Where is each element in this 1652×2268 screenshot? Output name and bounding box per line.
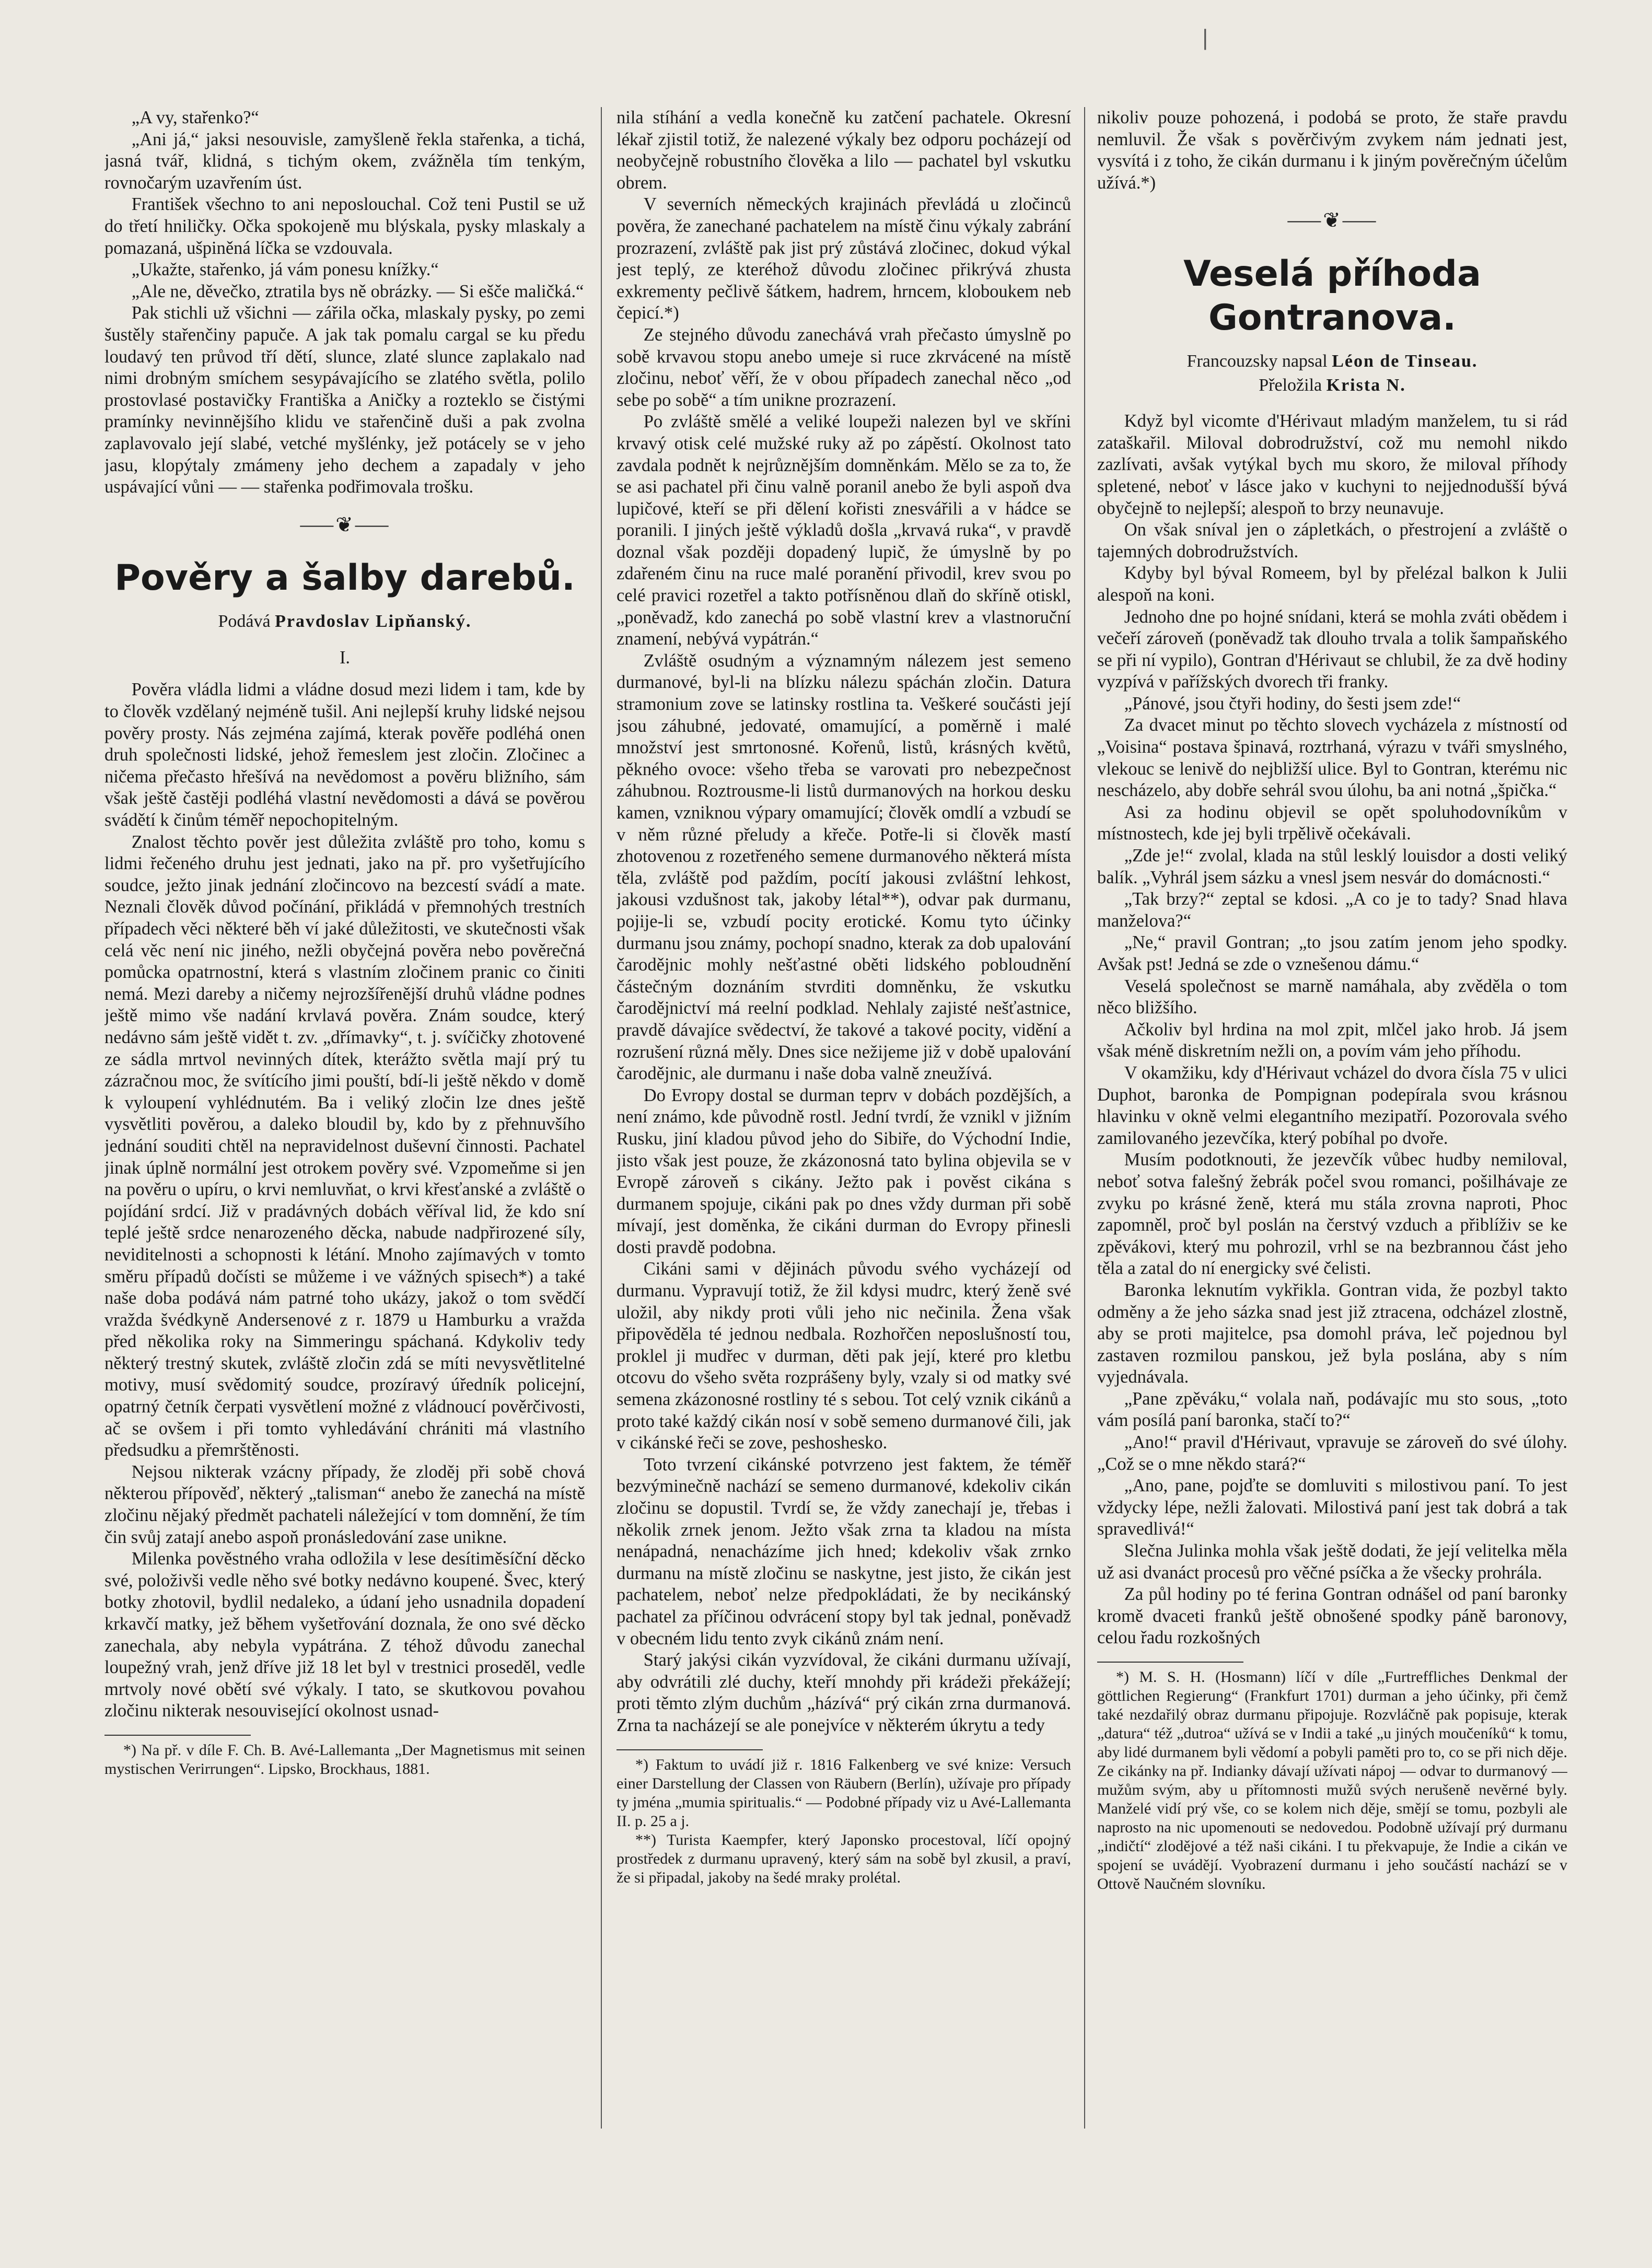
- footnote: *) Faktum to uvádí již r. 1816 Falkenberg ve své knize: Versuch einer Darstellung der Classen von Räubern (Berlín), užívaje pro případy ty jména „mumia spiritualis.“ — Podobné případy viz u Avé-Lallemanta II. p. 25 a j.: [616, 1756, 1071, 1830]
- story-paragraph: Ačkoliv byl hrdina na mol zpit, mlčel jako hrob. Já jsem však méně diskretním nežli on, a povím vám jeho příhodu.: [1097, 1019, 1567, 1061]
- byline-author: Pravdoslav Lipňanský.: [275, 612, 472, 632]
- translator-byline: [1097, 375, 1567, 396]
- ornament-divider: ⸺❦⸺: [1286, 208, 1378, 232]
- story-paragraph: „A vy, stařenko?“: [131, 108, 259, 127]
- byline-prefix: Podává: [218, 612, 271, 632]
- translator-prefix: Přeložila: [1259, 375, 1322, 395]
- article-byline: [104, 611, 585, 633]
- footnote-rule: [1097, 1662, 1243, 1663]
- story-paragraph: Za půl hodiny po té ferina Gontran odnášel od paní baronky kromě dvaceti franků ještě obnošené spodky páně baronovy, celou řadu rozkošných: [1097, 1584, 1567, 1648]
- column-rule: [1084, 107, 1085, 2129]
- story-paragraph: Veselá společnost se marně namáhala, aby zvěděla o tom něco bližšího.: [1097, 976, 1567, 1018]
- article-byline: [1097, 350, 1567, 372]
- footnote-rule: [616, 1749, 763, 1750]
- article-title: Veselá příhoda Gontranova.: [1183, 253, 1481, 338]
- article-paragraph: Do Evropy dostal se durman teprv v dobách pozdějších, a není známo, kde původně rostl. Jední tvrdí, že vznikl v jižním Rusku, jiní kladou původ jeho do Sibiře, do Východní Indie, jisto však jest pouze, že zkázonosná tato bylina objevila se v Evropě zároveň s cikány. Ježto pak i pověst cikána s durmanem spojuje, cikáni pak po dnes vždy durman při sobě mívají, jest doměnka, že cikáni durman do Evropy přinesli dosti pravdě podobna.: [616, 1085, 1071, 1257]
- byline-prefix: Francouzsky napsal: [1186, 351, 1328, 371]
- ornament-divider: ⸺❦⸺: [299, 512, 391, 536]
- story-paragraph: Když byl vicomte d'Hérivaut mladým manželem, tu si rád zataškařil. Miloval dobrodružství, což mu nemohl nikdo zazlívati, avšak vytýkal bych mu skoro, že miloval příhody spletené, neboť v lásce jako v kuchyni to nejjednodušší bývá obyčejně to nejlepší; alespoň to brzy neunavuje.: [1097, 411, 1567, 518]
- margin-mark: |: [1202, 26, 1209, 50]
- footnote: *) Na př. v díle F. Ch. B. Avé-Lallemanta „Der Magnetismus mit seinen mystischen Verirrungen“. Lipsko, Brockhaus, 1881.: [104, 1741, 585, 1778]
- story-paragraph: „Tak brzy?“ zeptal se kdosi. „A co je to tady? Snad hlava manželova?“: [1097, 889, 1567, 931]
- column-2: [616, 107, 1071, 2129]
- story-paragraph: „Ale ne, děvečko, ztratila bys ně obrázky. — Si ešče maličká.“: [131, 281, 584, 301]
- article-paragraph: Zvláště osudným a významným nálezem jest semeno durmanové, byl-li na blízku nálezu spáchán zločin. Datura stramonium zove se latinsky rostlina ta. Veškeré součásti její jsou záhubné, jedovaté, omamující, a poměrně i malé množství jest smrtonosné. Kořenů, listů, krásných květů, pěkného ovoce: všeho třeba se varovati pro nebezpečnost záhubnou. Roztrousme-li listů durmanových na horkou desku kamen, vzniknou výpary omamující; člověk omdlí a vzbudí se v něm různé přeludy a křeče. Potře-li si člověk mastí zhotovenou z rozetřeného semene durmanového některá místa těla, zvláště pod paždím, pocítí jakousi zvláštní lehkost, jakousi vzdušnost tak, jakoby létal**), odvar pak durmanu, pojije-li se, vzbudí pocity erotické. Komu tyto účinky durmanu jsou známy, pochopí snadno, kterak za dob upalování čarodějnic mohly nešťastné oběti lidského pobloudnění částečným doznáním stvrditi domněnku, že vskutku čarodějnictví má reelní podklad. Nehlaly zajisté nešťastnice, pravdě dávajíce svědectví, že takové a takové pocity, vidění a rozrušení různá měly. Dnes sice nežijeme již v době upalování čarodějnic, ale durmanu i naše doba valně zneužívá.: [616, 650, 1071, 1084]
- story-paragraph: Jednoho dne po hojné snídani, která se mohla zváti obědem i večeří zároveň (poněvadž tak dlouho trvala a tolik šampaňského se při ní vypilo), Gontran d'Hérivaut se chlubil, že za dvě hodiny vyzpívá v pařížských dvorech tři franky.: [1097, 606, 1567, 692]
- byline-author: Léon de Tinseau.: [1332, 351, 1478, 371]
- story-paragraph: „Ani já,“ jaksi nesouvisle, zamyšleně řekla stařenka, a tichá, jasná tvář, klidná, s tichým okem, zvážněla tím tenkým, rovnočarým uzavřením úst.: [104, 129, 585, 193]
- article-paragraph: Znalost těchto pověr jest důležita zvláště pro toho, komu s lidmi řečeného druhu jest jednati, jako na př. pro vyšetřujícího soudce, ježto jinak jednání zločincovo na bezcestí svádí a mate. Neznali člověk důvod počínání, přikládá v přemnohých trestních případech věci některé běh ví jaké důležitosti, ve skutečnosti však celá věc není nic jiného, nežli obyčejná pověra nebo pověrečná pomůcka opatrnostní, která s vlastním zločinem pranic co činiti nemá. Mezi dareby a ničemy nejrozšířenější druhů vládne podnes ještě mimo vše nadání krvlavá pověra. Znám soudce, který nedávno sám ještě vidět t. zv. „dřímavky“, t. j. svíčičky zhotovené ze sádla mrtvol nevinných dítek, kterážto světla mají prý tu zázračnou moc, že svítícího jimi pouští, bdí-li ještě někdo v domě k vyloupení vyhlédnutém. Ba i veliký zločin lze dnes ještě vysvětliti pověrou, a daleko bloudil by, kdo by z přehnuvšího jednání souditi chtěl na nepravidelnost duševní činnosti. Pachatel jinak úplně normální jest otrokem pověry své. Vzpomeňme si jen na pověru o upíru, o krvi nemluvňat, o krvi křesťanské a zvláště o pojídání srdcí. Již v pradávných dobách věříval lid, že kdo sní teplé ještě srdce nenarozeného děcka, nabude nadpřirozené síly, neviditelnosti a schopnosti k létání. Mnoho zajímavých v tomto směru případů dočísti se můžeme i ve vážných spisech*) a také naše doba podává nám patrné toho ukázy, jakož o tom svědčí vražda švédkyně Andersenové z r. 1879 u Hamburku a vražda před několika roky na Simmeringu spáchaná. Kdykoliv tedy některý trestný skutek, zvláště zločin zdá se míti nevysvětlitelné motivy, musí svědomitý soudce, prozíravý úředník policejní, opatrný četník čerpati vysvětlení možné z vládnoucí pověrčivosti, ač se ovšem i při tomto vyhledávání chrániti má vlastního předsudku a přemrštěnosti.: [104, 832, 585, 1460]
- story-paragraph: V okamžiku, kdy d'Hérivaut vcházel do dvora čísla 75 v ulici Duphot, baronka de Pompignan podepírala svou krásnou hlavinku v okně velmi elegantního mezipatří. Pozorovala svého zamilovaného jezevčíka, který pobíhal po dvoře.: [1097, 1062, 1567, 1148]
- footnote: **) Turista Kaempfer, který Japonsko procestoval, líčí opojný prostředek z durmanu upravený, který sám na sobě byl zkusil, a praví, že si připadal, jakoby na šedé mraky prolétal.: [616, 1831, 1071, 1886]
- story-paragraph: František všechno to ani neposlouchal. Což teni Pustil se už do třetí hniličky. Očka spokojeně mu blýskala, pysky mlaskaly a pomazaná, ušpiněná líčka se vzdouvala.: [104, 194, 585, 258]
- footnote-rule: [104, 1735, 251, 1736]
- story-paragraph: On však sníval jen o zápletkách, o přestrojení a zvláště o tajemných dobrodružstvích.: [1097, 520, 1567, 562]
- article-paragraph: Ze stejného důvodu zanechává vrah přečasto úmyslně po sobě krvavou stopu anebo umeje si ruce zkrvácené na místě zločinu, neboť věří, že v obou případech zanechal něco „od sebe po sobě“ a tím unikne prozrazení.: [616, 324, 1071, 410]
- article-paragraph: Cikáni sami v dějinách původu svého vycházejí od durmanu. Vypravují totiž, že žil kdysi mudrc, který ženě své uložil, aby nikdy proti vůli jeho nic nečinila. Žena však připověděla té jednou nedbala. Rozhořčen neposlušností tou, proklel ji mudřec v durman, děti pak její, které pro kletbu otcovu do všeho světa rozprášeny byly, vzaly si od matky své semena zkázonosné rostliny té s sebou. Tot celý vznik cikánů a proto také každý cikán nosí v sobě semeno durmanové čili, jak v cikánské řeči se zove, peshoshesko.: [616, 1259, 1071, 1453]
- story-paragraph: „Ano, pane, pojďte se domluviti s milostivou paní. To jest vždycky lépe, nežli žalovati. Milostivá paní jest tak dobrá a tak spravedlivá!“: [1097, 1476, 1567, 1539]
- story-paragraph: „Zde je!“ zvolal, klada na stůl lesklý louisdor a dosti veliký balík. „Vyhrál jsem sázku a vnesl jsem nesvár do domácnosti.“: [1097, 846, 1567, 887]
- story-paragraph: „Ukažte, stařenko, já vám ponesu knížky.“: [131, 260, 439, 280]
- story-paragraph: „Ne,“ pravil Gontran; „to jsou zatím jenom jeho spodky. Avšak pst! Jedná se zde o vznešenou dámu.“: [1097, 932, 1567, 974]
- column-3: [1097, 107, 1567, 2129]
- section-number: I.: [339, 647, 351, 668]
- story-paragraph: Za dvacet minut po těchto slovech vycházela z místností od „Voisina“ postava špinavá, roztrhaná, výrazu v tváři smyslného, vlekouc se lenivě do nejbližší ulice. Byl to Gontran, kterému nic nescházelo, aby dobře sehrál svou úlohu, ba ani notná „špička.“: [1097, 715, 1567, 801]
- translator-name: Krista N.: [1326, 375, 1406, 395]
- story-paragraph: Baronka leknutím vykřikla. Gontran vida, že pozbyl takto odměny a že jeho sázka snad jest již ztracena, odcházel zlostně, aby se proti majitelce, psa domohl práva, leč pojednou byl zastaven rozmilou panskou, jež byla poslána, aby s ním vyjednávala.: [1097, 1280, 1567, 1387]
- story-paragraph: Musím podotknouti, že jezevčík vůbec hudby nemiloval, neboť sotva falešný žebrák počel svou romanci, pošilhávaje ze zvyku po krásné ženě, která mu stála zrovna naproti, Phoc zapomněl, proč byl poslán na čerstvý vzduch a přiblíživ se ke zpěvákovi, který mu pohrozil, vrhl se na bezbrannou část jeho těla a zatal do ní energicky své čelisti.: [1097, 1150, 1567, 1279]
- story-paragraph: Pak stichli už všichni — zářila očka, mlaskaly pysky, po zemi šustěly stařenčiny papuče. A jak tak pomalu cargal se ku předu loudavý ten průvod tří dětí, slunce, zlaté slunce zaplakalo nad nimi drobným smíchem sesypávajícího se zlatého světla, polilo prostovlasé postavičky Františka a Aničky a rozteklo se čistými pramínky nevinnějšího klidu ve stařenčině duši a pak zvolna zaplavovalo její slabé, vetché myšlénky, jež potácely se v jeho jasu, klopýtaly zmámeny jeho dechem a zapadaly v jeho uspávající vůni — — stařenka podřimovala trošku.: [104, 303, 585, 497]
- story-paragraph: „Pánové, jsou čtyři hodiny, do šesti jsem zde!“: [1124, 693, 1461, 714]
- article-paragraph: nila stíhání a vedla konečně ku zatčení pachatele. Okresní lékař zjistil totiž, že nalezené výkaly bez odporu pocházejí od neobyčejně robustního člověka a lilo — pachatel byl vskutku obrem.: [616, 108, 1071, 193]
- article-paragraph: Toto tvrzení cikánské potvrzeno jest faktem, že téměř bezvýminečně nachází se semeno durmanové, kdekoliv cikán zločinu se dopustil. Tvrdí se, že vždy zanechají je, třebas i několik zrnek jenom. Ježto však zrna ta kladou na místa nenápadná, nenacházíme jich hned; kdekoliv však zrnko durmanu na místě zločinu se naskytne, jest jisto, že cikán jest pachatelem, neboť nelze předpokládati, že by necikánský pachatel za příčinou odvrácení stopy byl tak jednal, poněvadž v obecném lidu tento zvyk cikánů znám není.: [616, 1454, 1071, 1649]
- article-paragraph: Nejsou nikterak vzácny případy, že zloděj při sobě chová některou přípověď, některý „talisman“ anebo že zanechá na místě zločinu nějaký předmět pachateli náležející v tom domnění, že tím čin svůj zatají anebo aspoň pronásledování zase unikne.: [104, 1462, 585, 1547]
- story-paragraph: Kdyby byl býval Romeem, byl by přelézal balkon k Julii alespoň na koni.: [1097, 563, 1567, 605]
- story-paragraph: „Pane zpěváku,“ volala naň, podávajíc mu sto sous, „toto vám posílá paní baronka, stačí to?“: [1097, 1388, 1567, 1431]
- story-paragraph: „Ano!“ pravil d'Hérivaut, vpravuje se zároveň do své úlohy. „Což se o mne někdo stará?“: [1097, 1432, 1567, 1474]
- column-1: [104, 107, 585, 2129]
- article-paragraph: Po zvláště smělé a veliké loupeži nalezen byl ve skříni krvavý otisk celé mužské ruky až po zápěstí. Okolnost tato zavdala podnět k nejrůznějším domněnkám. Mělo se za to, že se asi pachatel při činu valně poranil anebo že byli aspoň dva lupičové, kteří se při dělení kořisti znesvářili a v hádce se poranili. I jiných ještě výkladů došla „krvavá ruka“, v pravdě doznal však později dopadený lupič, že úmyslně by po zdařeném činu na ruce malé poranění přivodil, krev svou po celé pravici rozetřel a takto potřísněnou dlaň do skříně otiskl, „poněvadž, kdo zanechá po sobě vlastní krev a vlastnoruční znamení, nebývá vypátrán.“: [616, 412, 1071, 649]
- column-rule: [601, 107, 602, 2129]
- article-paragraph: Milenka pověstného vraha odložila v lese desítiměsíční děcko své, položivši vedle něho své botky nedávno koupené. Švec, který botky zhotovil, bydlil nedaleko, a údaní jeho usnadnila dopadení krkavčí matky, jež během vyšetřování doznala, že ono své děcko zanechala, aby nebyla vypátrána. Z téhož důvodu zanechal loupežný vrah, jenž dříve již 18 let byl v trestnici proseděl, vedle mrtvoly nové obětí své výkaly. I tato, se skutkovou povahou zločinu nikterak nesouvisející okolnost usnad-: [104, 1549, 585, 1721]
- story-paragraph: Slečna Julinka mohla však ještě dodati, že její velitelka měla už asi dvanáct procesů pro věčné psíčka a že všecky prohrála.: [1097, 1541, 1567, 1583]
- article-paragraph: Pověra vládla lidmi a vládne dosud mezi lidem i tam, kde by to člověk vzdělaný nejméně tušil. Ani nejlepší kruhy lidské nejsou pověry prosty. Nás zejména zajímá, kterak pověře podléhá onen druh společnosti lidské, jehož řemeslem jest zločin. Zločinec a ničema přečasto hřešívá na nevědomost a pověru bližního, sám však ještě častěji podléhá vlastní nevědomosti a dává se pověrou svádětí k činům téměř nepochopitelným.: [104, 680, 585, 831]
- article-paragraph: Starý jakýsi cikán vyzvídoval, že cikáni durmanu užívají, aby odvrátili zlé duchy, kteří mnohdy při krádeži překážejí; proti těmto zlým duchům „házívá“ prý cikán zrna durmanová. Zrna ta nacházejí se ale ponejvíce v některém úkrytu a tedy: [616, 1650, 1071, 1735]
- footnote: *) M. S. H. (Hosmann) líčí v díle „Furtreffliches Denkmal der göttlichen Regierung“ (Frankfurt 1701) durman a jeho účinky, při čemž také nezdařilý obraz durmanu připojuje. Rozvláčně pak popisuje, kterak „datura“ též „dutroa“ užívá se v Indii a také „u jiných moučeníků“ k tomu, aby lidé durmanem byli vědomí a pobyli paměti pro to, co se při nich děje. Ze cikánky na př. Indianky dávají užívati nápoj — odvar to durmanový — mužům svým, aby u přítomnosti mužů svých nerušeně nevěrné byly. Manželé vidí prý vše, co se kolem nich děje, smějí se tomu, pozbyli ale naprosto na nic upomenouti se nedovedou. Podobně užívají prý durmanu „indičtí“ zlodějové a též naši cikáni. I tu překvapuje, že Indie a cikán ve spojení se uvádějí. Vyobrazení durmanu i jeho součástí nachází se v Ottově Naučném slovníku.: [1097, 1668, 1567, 1892]
- article-title: Pověry a šalby darebů.: [114, 557, 575, 599]
- story-paragraph: Asi za hodinu objevil se opět spoluhodovníkům v místnostech, kde jej byli trpělivě očekávali.: [1097, 802, 1567, 844]
- article-paragraph: V severních německých krajinách převládá u zločinců pověra, že zanechané pachatelem na místě činu výkaly zabrání prozrazení, zvláště pak jist prý zůstává zločinec, dokud výkal jest teplý, ze kteréhož důvodu zločinec přikrývá zhusta exkrementy pečlivě šátkem, hadrem, hrncem, kloboukem neb čepicí.*): [616, 194, 1071, 323]
- article-paragraph: nikoliv pouze pohozená, i podobá se proto, že staře pravdu nemluvil. Že však s pověrčivým zvykem nám jednati jest, vysvítá i z toho, že cikán durmanu i k jiným pověrečným účelům užívá.*): [1097, 108, 1567, 193]
